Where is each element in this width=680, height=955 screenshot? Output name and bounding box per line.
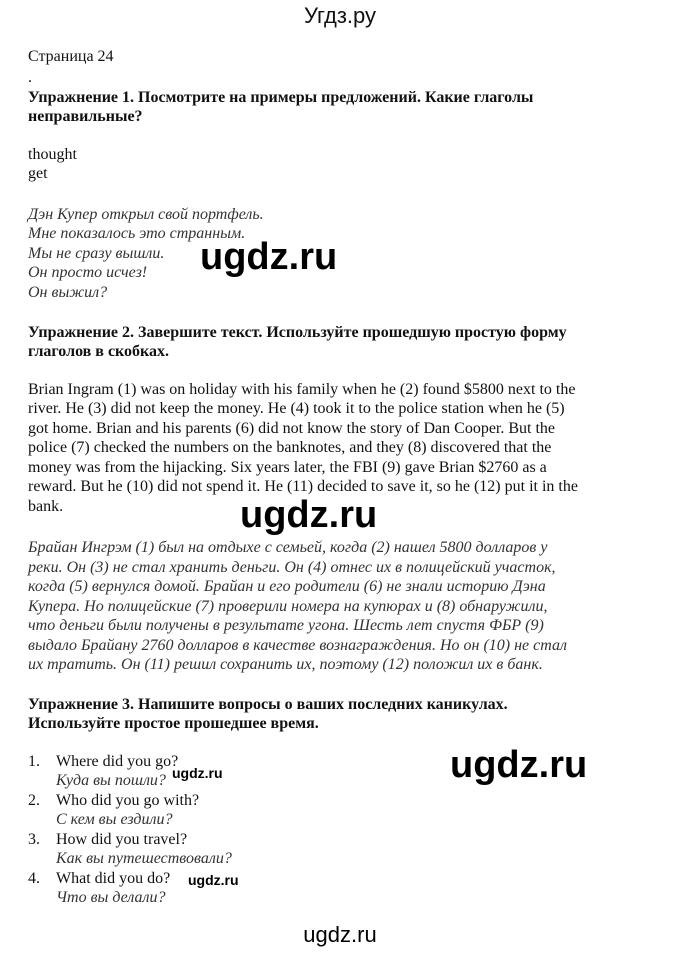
watermark: ugdz.ru bbox=[200, 236, 338, 278]
exercise1-translation: Он выжил? bbox=[28, 284, 108, 301]
exercise2-translation-line: когда (5) вернулся домой. Брайан и его родители (6) не знали историю Дэна bbox=[28, 578, 546, 595]
question-english: Where did you go? bbox=[56, 753, 179, 770]
question-english: How did you travel? bbox=[56, 831, 188, 848]
question-russian: Что вы делали? bbox=[56, 889, 166, 906]
exercise2-text-line: money was from the hijacking. Six years later, the FBI (9) gave Brian $2760 as a bbox=[28, 459, 547, 476]
exercise2-translation-line: Купера. Но полицейские (7) проверили номера на купюрах и (8) обнаружили, bbox=[28, 598, 548, 615]
exercise2-translation-line: выдало Брайану 2760 долларов в качестве вознаграждения. Но он (10) не стал bbox=[28, 637, 567, 654]
exercise2-title-line1: Упражнение 2. Завершите текст. Используйте прошедшую простую форму bbox=[28, 324, 567, 341]
question-number: 3. bbox=[28, 831, 40, 848]
watermark: ugdz.ru bbox=[240, 494, 378, 536]
exercise1-title-line2: неправильные? bbox=[28, 108, 143, 125]
exercise3-title-line1: Упражнение 3. Напишите вопросы о ваших последних каникулах. bbox=[28, 696, 508, 713]
exercise3-questions bbox=[28, 752, 428, 912]
exercise2-text-line: police (7) checked the numbers on the banknotes, and they (8) discovered that the bbox=[28, 439, 552, 456]
exercise1-verb: thought bbox=[28, 146, 77, 163]
question-english: What did you do? bbox=[56, 870, 171, 887]
footer-watermark[interactable]: ugdz.ru bbox=[303, 922, 377, 947]
exercise1-translation: Мы не сразу вышли. bbox=[28, 245, 165, 262]
site-header[interactable]: Угдз.ру bbox=[303, 3, 377, 28]
question-number: 4. bbox=[28, 870, 40, 887]
exercise1-translation: Мне показалось это странным. bbox=[28, 225, 246, 242]
page-label: Страница 24 bbox=[28, 48, 114, 65]
question-russian: Как вы путешествовали? bbox=[56, 850, 232, 867]
exercise1-translation: Он просто исчез! bbox=[28, 264, 148, 281]
exercise2-text-line: got home. Brian and his parents (6) did not know the story of Dan Cooper. But the bbox=[28, 420, 556, 437]
exercise2-translation-line: их тратить. Он (11) решил сохранить их, поэтому (12) положил их в банк. bbox=[28, 656, 543, 673]
exercise2-translation-line: реки. Он (3) не стал хранить деньги. Он (4) отнес их в полицейский участок, bbox=[28, 559, 556, 576]
exercise3-title-line2: Используйте простое прошедшее время. bbox=[28, 715, 319, 732]
exercise1-title-line1: Упражнение 1. Посмотрите на примеры предложений. Какие глаголы bbox=[28, 89, 534, 106]
exercise2-translation-line: Брайан Ингрэм (1) был на отдыхе с семьей, когда (2) нашел 5800 долларов у bbox=[28, 539, 548, 556]
watermark: ugdz.ru bbox=[188, 872, 239, 888]
question-russian: Куда вы пошли? bbox=[56, 772, 166, 789]
exercise2-text-line: river. He (3) did not keep the money. He (4) took it to the police station when he (5) bbox=[28, 400, 565, 417]
question-english: Who did you go with? bbox=[56, 792, 200, 809]
exercise2-title-line2: глаголов в скобках. bbox=[28, 343, 170, 360]
exercise1-verb: get bbox=[28, 165, 48, 182]
question-number: 1. bbox=[28, 753, 40, 770]
question-russian: С кем вы ездили? bbox=[56, 811, 173, 828]
exercise1-translation: Дэн Купер открыл свой портфель. bbox=[28, 206, 264, 223]
exercise2-text-line: Brian Ingram (1) was on holiday with his family when he (2) found $5800 next to the bbox=[28, 381, 576, 398]
dot: . bbox=[28, 69, 32, 86]
exercise2-translation-line: что деньги были получены в результате угона. Шесть лет спустя ФБР (9) bbox=[28, 617, 544, 634]
exercise2-text-line: reward. But he (10) did not spend it. He (11) decided to save it, so he (12) put it in the bbox=[28, 478, 578, 495]
exercise2-text-line: bank. bbox=[28, 498, 64, 515]
watermark: ugdz.ru bbox=[172, 765, 223, 781]
watermark: ugdz.ru bbox=[450, 744, 588, 786]
question-number: 2. bbox=[28, 792, 40, 809]
